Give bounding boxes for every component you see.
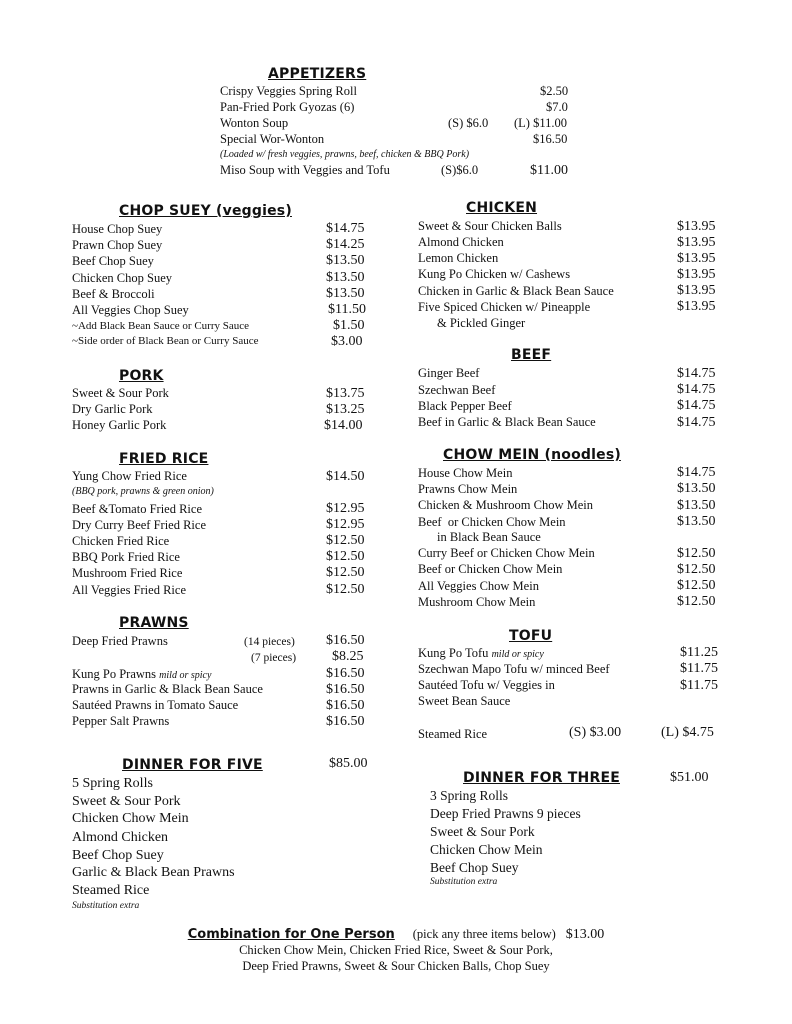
menu-item-price: $14.75 [677,415,716,430]
menu-item-price: $13.75 [326,386,365,401]
menu-item-name: Curry Beef or Chicken Chow Mein [418,546,595,560]
menu-item-price: $14.00 [324,418,363,433]
menu-item-name: Deep Fried Prawns [72,634,168,648]
menu-item-price-small: (S)$6.0 [441,163,479,177]
beef-title: BEEF [511,347,552,363]
dinner-item: Chicken Chow Mein [430,842,543,857]
menu-item-name: Beef or Chicken Chow Mein [418,562,563,576]
menu-item-price: $11.00 [530,163,568,178]
menu-item-price: $12.50 [326,533,365,548]
combo-line-1: Chicken Chow Mein, Chicken Fried Rice, Sweet & Sour Pork, [239,943,553,957]
combo-title: Combination for One Person [187,927,395,942]
menu-item-price: $12.50 [677,578,716,593]
dinner-three-title: DINNER FOR THREE [463,770,620,786]
menu-item-price: $16.50 [326,682,365,697]
menu-item-name: ~Add Black Bean Sauce or Curry Sauce [72,320,250,332]
menu-item-name: Ginger Beef [418,366,480,380]
menu-item-price: $12.95 [326,517,365,532]
menu-item-name: ~Side order of Black Bean or Curry Sauce [72,335,259,347]
menu-item-name: Beef or Chicken Chow Mein [418,515,566,529]
dinner-five-title: DINNER FOR FIVE [122,757,263,773]
menu-item-name: House Chop Suey [72,222,163,236]
menu-item-name: Almond Chicken [418,235,504,249]
menu-item-name: All Veggies Chow Mein [418,579,539,593]
dinner-item: 5 Spring Rolls [72,776,153,791]
menu-item-name: Szechwan Mapo Tofu w/ minced Beef [418,662,610,676]
fried-rice-title: FRIED RICE [119,451,209,467]
menu-item-price: $16.50 [326,666,365,681]
menu-item-price: $13.95 [677,219,716,234]
menu-item-quantity: (14 pieces) [244,636,295,648]
chop-suey-title: CHOP SUEY (veggies) [119,203,292,219]
menu-item-price: $11.75 [680,661,718,676]
menu-item-name: Mushroom Fried Rice [72,566,183,580]
dinner-three-price: $51.00 [670,770,709,785]
menu-item-note: (BBQ pork, prawns & green onion) [72,486,214,497]
menu-item-name: Kung Po Tofu [418,646,489,660]
menu-item-price: $16.50 [533,132,568,146]
appetizers-title: APPETIZERS [268,66,367,82]
menu-item-price: $13.50 [326,270,365,285]
menu-item-price-small: (S) $3.00 [569,725,622,740]
menu-item-name: Yung Chow Fried Rice [72,469,187,483]
menu-item-price: $13.95 [677,299,716,314]
menu-item-name: Kung Po Prawns [72,667,157,681]
menu-item-price: $3.00 [331,334,363,349]
menu-item-name: Honey Garlic Pork [72,418,167,432]
menu-item-price: $13.95 [677,251,716,266]
menu-item-name: Prawn Chop Suey [72,238,163,252]
menu-item-name: Sweet & Sour Pork [72,386,169,400]
menu-item-price: $14.50 [326,469,365,484]
combo-pick: (pick any three items below) [412,927,556,941]
menu-item-name: Beef Chop Suey [72,254,154,268]
menu-item-price: $12.50 [326,549,365,564]
menu-item-price: $12.50 [326,565,365,580]
menu-item-price: $14.75 [677,398,716,413]
dinner-item: Chicken Chow Mein [72,811,189,826]
menu-item-name: Lemon Chicken [418,251,499,265]
dinner-item: Sweet & Sour Pork [72,794,181,809]
menu-item-price: $11.75 [680,678,718,693]
menu-item-price: $16.50 [326,633,365,648]
menu-item-price: $13.50 [326,253,365,268]
combo-price: $13.00 [565,927,605,942]
chicken-title: CHICKEN [466,200,538,216]
menu-item-price-large: (L) $4.75 [661,725,714,740]
menu-item-price: $13.50 [677,514,716,529]
combo-line-2: Deep Fried Prawns, Sweet & Sour Chicken Balls, Chop Suey [242,959,550,973]
menu-item-name: Sautéed Prawns in Tomato Sauce [72,698,239,712]
menu-item-name: Miso Soup with Veggies and Tofu [220,163,390,177]
menu-item-name: Beef &Tomato Fried Rice [72,502,202,516]
menu-item-name: Dry Garlic Pork [72,402,153,416]
menu-item-name: Beef & Broccoli [72,287,155,301]
menu-item-price-small: (S) $6.0 [448,116,489,130]
menu-item-quantity: (7 pieces) [251,652,297,664]
menu-item-name: Pan-Fried Pork Gyozas (6) [220,100,355,114]
menu-item-price: $13.95 [677,235,716,250]
chow-mein-title: CHOW MEIN (noodles) [443,447,621,463]
menu-item-price: $12.50 [326,582,365,597]
dinner-five-price: $85.00 [329,756,368,771]
menu-item-name: BBQ Pork Fried Rice [72,550,180,564]
menu-item-price: $8.25 [332,649,364,664]
dinner-item: 3 Spring Rolls [430,788,509,803]
menu-item-note: mild or spicy [159,670,212,681]
menu-item-name: Wonton Soup [220,116,289,130]
menu-item-name: Chicken Chop Suey [72,271,172,285]
menu-item-price: $13.25 [326,402,365,417]
menu-item-name: All Veggies Fried Rice [72,583,186,597]
dinner-item: Beef Chop Suey [430,860,519,875]
menu-item-name: Five Spiced Chicken w/ Pineapple [418,300,591,314]
menu-item-price-large: (L) $11.00 [514,116,567,130]
menu-item-price: $13.95 [677,267,716,282]
menu-item-price: $12.95 [326,501,365,516]
menu-item-price: $11.25 [680,645,718,660]
menu-item-name: Chicken Fried Rice [72,534,170,548]
dinner-item: Sweet & Sour Pork [430,824,535,839]
menu-item-name: Steamed Rice [418,727,488,741]
menu-item-name: Kung Po Chicken w/ Cashews [418,267,571,281]
menu-item-name: Chicken & Mushroom Chow Mein [418,498,593,512]
menu-item-price: $12.50 [677,562,716,577]
menu-item-name: Sweet & Sour Chicken Balls [418,219,562,233]
menu-item-price: $16.50 [326,698,365,713]
tofu-title: TOFU [509,628,553,644]
dinner-note: Substitution extra [72,901,140,911]
menu-item-name: Special Wor-Wonton [220,132,325,146]
menu-item-price: $16.50 [326,714,365,729]
menu-item-price: $14.75 [326,221,365,236]
menu-item-price: $14.75 [677,366,716,381]
menu-item-price: $2.50 [540,84,569,98]
menu-item-name: Black Pepper Beef [418,399,512,413]
menu-item-name: All Veggies Chop Suey [72,303,189,317]
menu-item-price: $14.75 [677,382,716,397]
menu-item-name: Sautéed Tofu w/ Veggies in [418,678,555,692]
menu-item-price: $13.50 [326,286,365,301]
menu-item-name: Crispy Veggies Spring Roll [220,84,357,98]
menu-item-price: $13.50 [677,498,716,513]
dinner-note: Substitution extra [430,877,498,887]
menu-item-name: Prawns Chow Mein [418,482,518,496]
combo-header [0,925,792,943]
menu-item-price: $13.95 [677,283,716,298]
menu-item-price: $12.50 [677,594,716,609]
menu-item-name: Mushroom Chow Mein [418,595,536,609]
menu-item-name: Szechwan Beef [418,383,496,397]
menu-item-price: $11.50 [328,302,366,317]
menu-item-note: mild or spicy [491,649,544,660]
menu-item-continuation: & Pickled Ginger [437,316,526,330]
dinner-item: Almond Chicken [72,830,169,845]
menu-item-note: (Loaded w/ fresh veggies, prawns, beef, chicken & BBQ Pork) [220,149,470,160]
menu-item-name: House Chow Mein [418,466,513,480]
menu-item-continuation: in Black Bean Sauce [437,530,541,544]
menu-item-name: Prawns in Garlic & Black Bean Sauce [72,682,263,696]
dinner-item: Beef Chop Suey [72,848,164,863]
menu-item-price: $12.50 [677,546,716,561]
menu-item-name: Beef in Garlic & Black Bean Sauce [418,415,596,429]
menu-item-price: $14.75 [677,465,716,480]
pork-title: PORK [119,368,164,384]
menu-item-price: $1.50 [333,318,365,333]
dinner-item: Deep Fried Prawns 9 pieces [430,806,581,821]
menu-item-continuation: Sweet Bean Sauce [418,694,511,708]
menu-item-price: $7.0 [546,100,568,114]
menu-item-name: Pepper Salt Prawns [72,714,170,728]
menu-item-name: Chicken in Garlic & Black Bean Sauce [418,284,614,298]
prawns-title: PRAWNS [119,615,189,631]
menu-item-price: $14.25 [326,237,365,252]
dinner-item: Garlic & Black Bean Prawns [72,865,235,880]
menu-item-price: $13.50 [677,481,716,496]
menu-item-name: Dry Curry Beef Fried Rice [72,518,206,532]
dinner-item: Steamed Rice [72,883,150,898]
